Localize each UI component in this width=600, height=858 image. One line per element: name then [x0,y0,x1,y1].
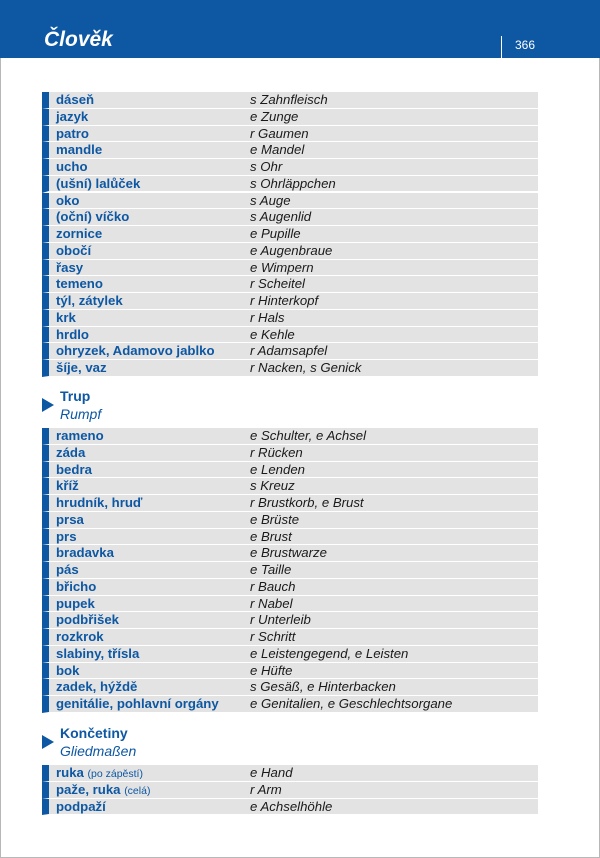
section-arrow-icon [42,735,54,749]
table-row [42,612,538,629]
table-row [42,126,538,143]
chapter-title: Člověk [44,28,113,51]
section-arrow-icon [42,398,54,412]
table-row [42,629,538,646]
header-divider [501,36,502,58]
czech-word: podpaží [56,798,106,814]
table-row [42,495,538,512]
german-term: s Ohrläppchen [250,175,336,191]
czech-term [56,765,143,782]
table-row [42,92,538,109]
table-row [42,428,538,445]
czech-term: pupek [56,595,95,611]
czech-term: bok [56,662,80,678]
czech-term: temeno [56,276,103,292]
german-term: r Hinterkopf [250,293,319,308]
german-term: r Unterleib [250,612,311,628]
czech-term: (oční) víčko [56,209,130,225]
german-term: r Adamsapfel [250,343,328,359]
table-row [42,579,538,596]
table-row [42,310,538,327]
german-term: r Nacken, s Genick [250,360,362,375]
table-row [42,243,538,260]
czech-term: (ušní) lalůček [56,175,141,191]
czech-term: dáseň [56,92,95,107]
german-term: e Brustwarze [250,545,327,561]
german-term: r Gaumen [250,125,309,141]
czech-term: patro [56,125,89,141]
trunk-vocab-table [42,428,538,713]
czech-term: bradavka [56,545,114,561]
german-term: e Lenden [250,461,306,477]
german-term: r Bauch [250,578,296,594]
table-row [42,327,538,344]
german-term: e Genitalien, e Geschlechtsorgane [250,696,453,711]
czech-term: genitálie, pohlavní orgány [56,696,219,711]
table-row [42,596,538,613]
czech-term: řasy [56,259,84,275]
german-term: s Gesäß, e Hinterbacken [250,679,396,695]
section-title-de: Rumpf [60,406,102,422]
table-row [42,159,538,176]
table-row [42,209,538,226]
table-row [42,142,538,159]
czech-term: mandle [56,142,103,158]
german-term: e Taille [250,562,292,577]
table-row [42,663,538,680]
table-row [42,293,538,310]
german-term: e Brust [250,528,292,544]
czech-term: ohryzek, Adamovo jablko [56,343,215,359]
table-row [42,445,538,462]
german-term: e Brüste [250,511,300,527]
czech-term: podbřišek [56,612,120,628]
table-row [42,512,538,529]
page-header [0,0,600,58]
section-title-de: Gliedmaßen [60,743,137,759]
german-term: e Leistengegend, e Leisten [250,645,409,661]
table-row [42,529,538,546]
page-number: 366 [515,38,536,52]
czech-term: záda [56,444,86,460]
table-row [42,260,538,277]
head-vocab-table [42,92,538,377]
table-row [42,176,538,193]
german-term: s Auge [250,192,291,208]
czech-word: paže, ruka [56,781,121,797]
table-row [42,545,538,562]
german-term: s Zahnfleisch [250,92,328,107]
czech-term: šíje, vaz [56,360,107,375]
german-term: r Arm [250,781,282,797]
czech-term: hrdlo [56,326,89,342]
table-row [42,478,538,495]
czech-term: pás [56,562,79,577]
german-term: s Augenlid [250,209,312,225]
czech-term: zadek, hýždě [56,679,138,695]
german-term: e Kehle [250,326,295,342]
czech-note: (po zápěstí) [87,768,143,780]
german-term: e Wimpern [250,259,314,275]
german-term: s Ohr [250,159,283,174]
czech-term: rameno [56,428,104,443]
table-row [42,646,538,663]
german-term: e Zunge [250,108,299,124]
table-row [42,799,538,816]
german-term: r Scheitel [250,276,305,292]
german-term: e Hüfte [250,662,293,678]
german-term: e Augenbraue [250,242,333,258]
table-row [42,343,538,360]
german-term: s Kreuz [250,478,295,494]
table-row [42,765,538,782]
german-term: r Schritt [250,629,296,644]
czech-term: hrudník, hruď [56,495,143,510]
section-title-cz: Trup [60,388,91,404]
table-row [42,679,538,696]
table-row [42,193,538,210]
german-term: r Hals [250,309,285,325]
german-term: r Rücken [250,444,303,460]
czech-term [56,782,150,799]
czech-term: oko [56,192,80,208]
czech-term [56,799,106,815]
german-term: r Nabel [250,595,293,611]
limbs-vocab-table [42,765,538,815]
czech-word: ruka [56,765,84,780]
german-term: r Brustkorb, e Brust [250,495,364,510]
table-row [42,462,538,479]
table-row [42,109,538,126]
table-row [42,562,538,579]
czech-term: obočí [56,242,92,258]
czech-term: zornice [56,226,103,241]
german-term: e Achselhöhle [250,798,333,814]
german-term: e Pupille [250,226,301,241]
table-row [42,360,538,377]
czech-term: kříž [56,478,79,494]
table-row [42,782,538,799]
czech-term: prsa [56,511,84,527]
czech-term: bedra [56,461,92,477]
czech-term: břicho [56,578,97,594]
czech-term: prs [56,528,77,544]
german-term: e Schulter, e Achsel [250,428,367,443]
section-title-cz: Končetiny [60,725,128,741]
german-term: e Mandel [250,142,305,158]
czech-note: (celá) [124,784,151,797]
table-row [42,276,538,293]
table-row [42,226,538,243]
table-row [42,696,538,713]
czech-term: jazyk [56,108,89,124]
czech-term: slabiny, třísla [56,645,140,661]
czech-term: rozkrok [56,629,104,644]
german-term: e Hand [250,765,293,780]
czech-term: ucho [56,159,88,174]
czech-term: krk [56,309,76,325]
czech-term: týl, zátylek [56,293,123,308]
